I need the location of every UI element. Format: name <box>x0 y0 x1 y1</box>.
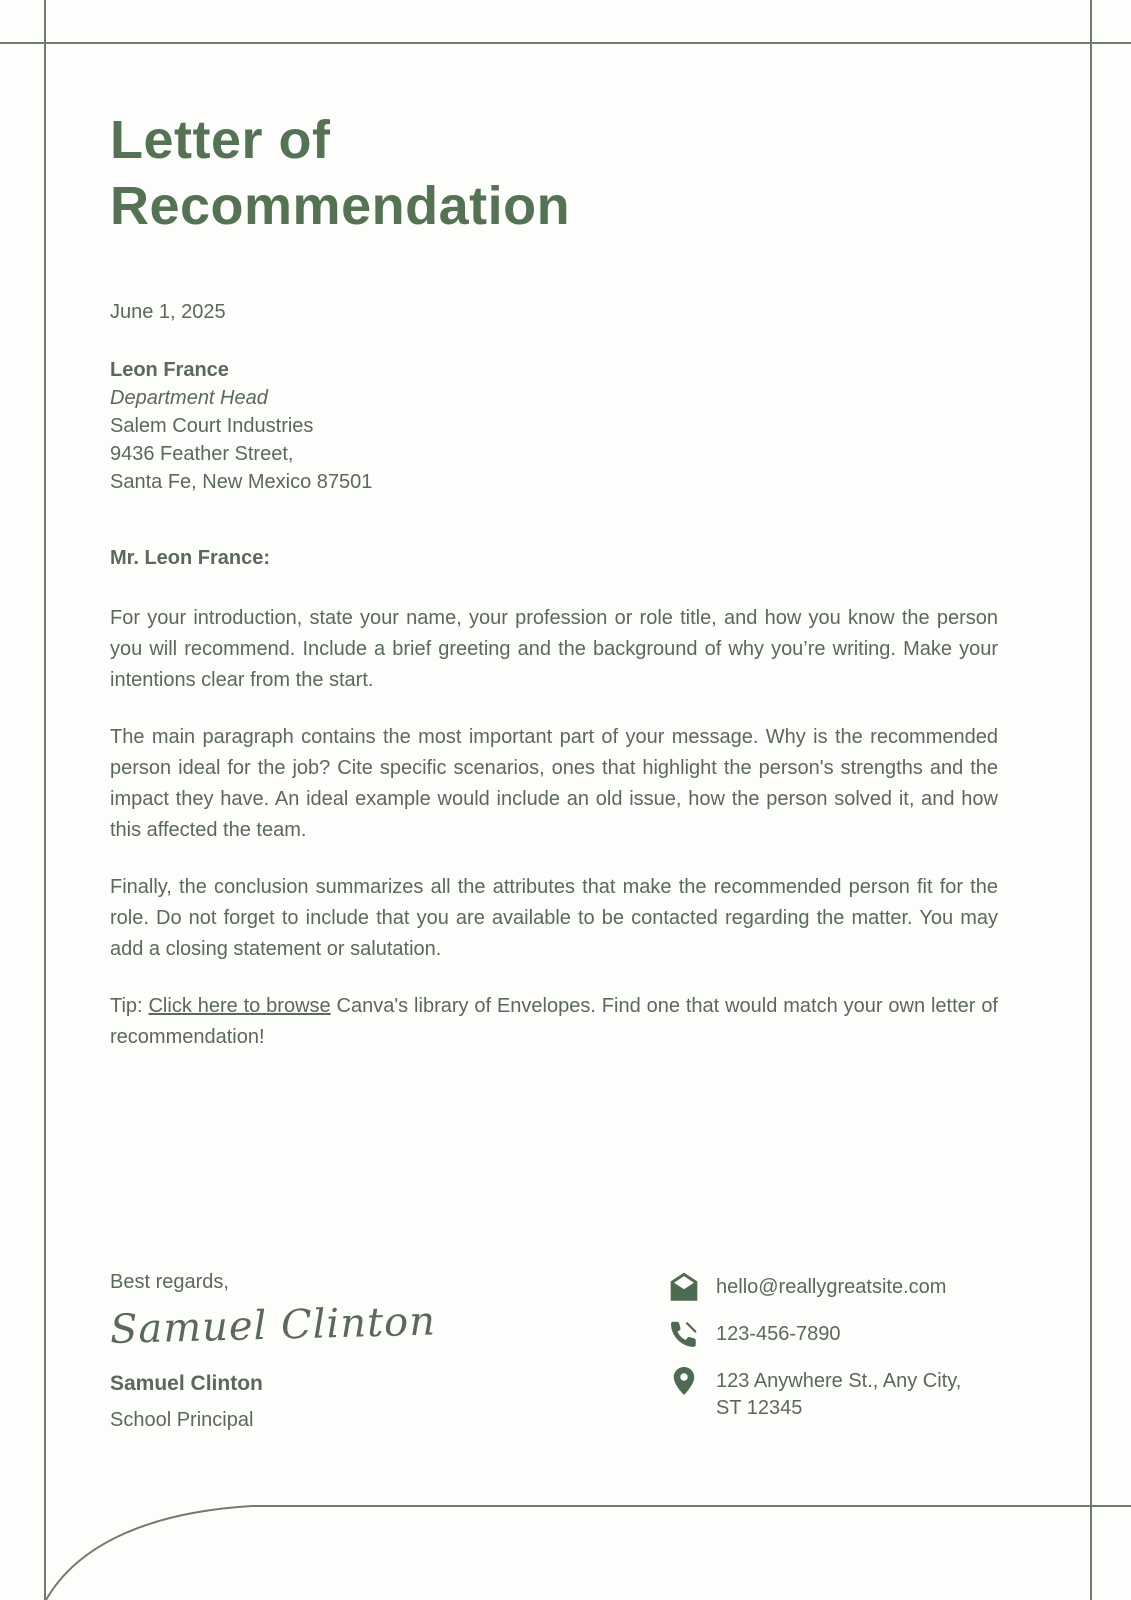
contact-email: hello@reallygreatsite.com <box>716 1276 947 1298</box>
contact-row-email <box>668 1272 998 1302</box>
salutation: Mr. Leon France: <box>110 546 271 569</box>
tip-suffix: Canva's library of Envelopes. Find one that would match your own letter of recommendation! <box>110 994 998 1048</box>
paragraph-conclusion: Finally, the conclusion summarizes all the attributes that make the recommended person fit for the role. Do not forget to include that you are available to be contacted regarding the matter. You may add a closing statement or salutation. <box>110 875 998 960</box>
contact-block <box>668 1268 998 1439</box>
contact-phone: 123-456-7890 <box>716 1323 841 1345</box>
recipient-company: Salem Court Industries <box>110 414 314 437</box>
location-pin-icon <box>668 1366 700 1396</box>
contact-address <box>716 1366 961 1422</box>
signature-block <box>110 1268 530 1439</box>
browse-envelopes-link[interactable]: Click here to browse <box>148 994 331 1017</box>
envelope-icon <box>668 1272 700 1302</box>
contact-address-line1: 123 Anywhere St., Any City, <box>716 1370 962 1392</box>
contact-row-address <box>668 1366 998 1422</box>
recipient-role: Department Head <box>110 386 268 409</box>
frame-left-line <box>44 0 46 1600</box>
signer-name: Samuel Clinton <box>110 1372 263 1395</box>
letter-body <box>110 0 998 1053</box>
frame-bottom-curve <box>0 1504 1131 1600</box>
frame-right-line <box>1090 0 1092 1600</box>
recipient-block <box>110 356 998 496</box>
tip-prefix: Tip: <box>110 994 149 1017</box>
recipient-address-line1: 9436 Feather Street, <box>110 442 294 465</box>
contact-row-phone <box>668 1319 998 1349</box>
handwritten-signature: Samuel Clinton <box>109 1298 437 1353</box>
contact-address-line2: ST 12345 <box>716 1397 803 1419</box>
page-title: Letter of Recommendation <box>110 110 571 236</box>
letter-date: June 1, 2025 <box>110 300 226 323</box>
paragraph-main: The main paragraph contains the most important part of your message. Why is the recommended person ideal for the job? Cite specific scenarios, ones that highlight the person's strengths and the impact they have. An ideal example would include an old issue, how the person solved it, and how this affected the team. <box>110 725 998 841</box>
tip-paragraph <box>110 991 998 1053</box>
paragraph-introduction: For your introduction, state your name, your profession or role title, and how you know the person you will recommend. Include a brief greeting and the background of why you’re writing. Make your intentions clear from the start. <box>110 606 998 691</box>
closing-phrase: Best regards, <box>110 1271 229 1293</box>
footer-section <box>110 1268 998 1439</box>
recipient-address-line2: Santa Fe, New Mexico 87501 <box>110 470 373 493</box>
signer-role: School Principal <box>110 1409 254 1431</box>
phone-icon <box>668 1319 700 1349</box>
recipient-name: Leon France <box>110 358 229 381</box>
